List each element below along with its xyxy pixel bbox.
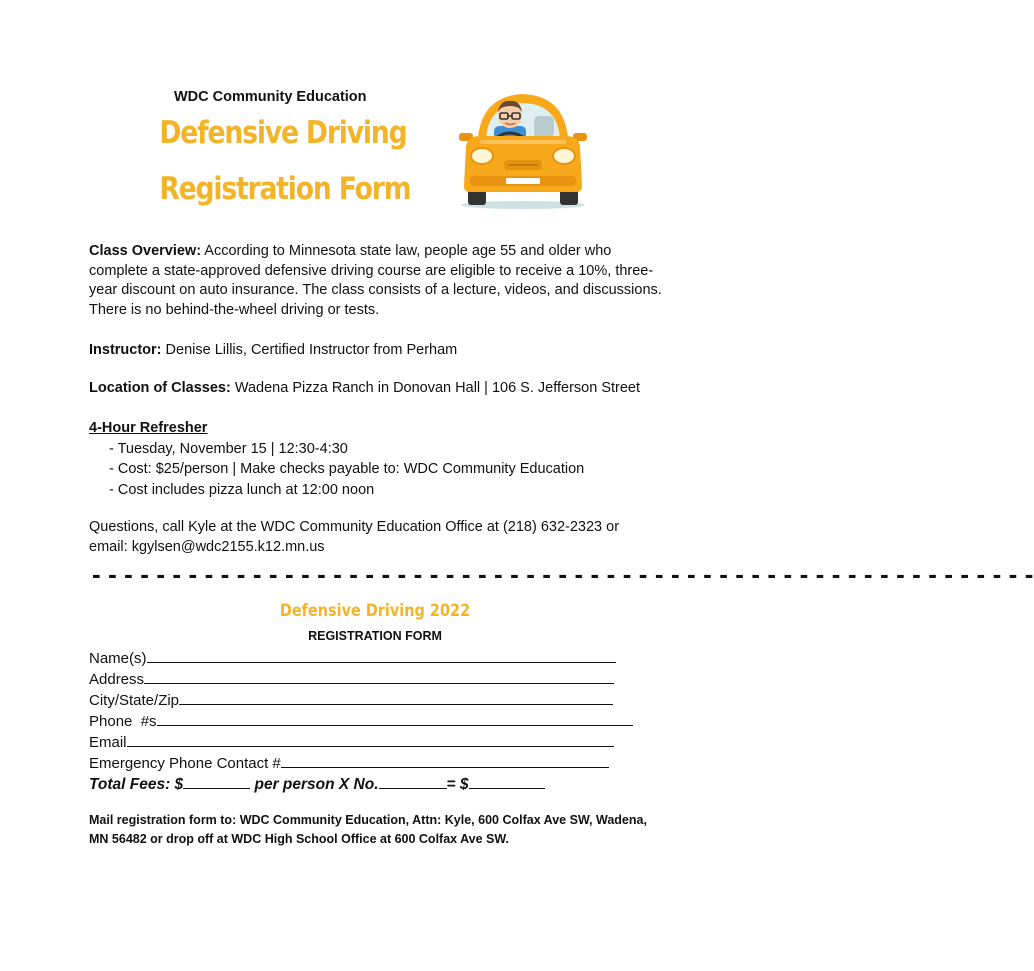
- location-label: Location of Classes:: [89, 380, 231, 396]
- email-label: Email: [89, 734, 127, 751]
- emergency-contact-blank[interactable]: [281, 753, 609, 768]
- refresher-item-cost: - Cost: $25/person | Make checks payable to: WDC Community Education: [109, 461, 585, 477]
- class-overview-text: According to Minnesota state law, people age 55 and older who complete a state-approved defensive driving course are eligible to receive a 10%, three-year discount on auto insurance. The class consists of a lecture, videos, and discussions. There is no behind-the-wheel driving or tests.: [89, 243, 662, 318]
- names-blank[interactable]: [147, 648, 616, 663]
- questions-line-2: email: kgylsen@wdc2155.k12.mn.us: [89, 538, 325, 555]
- city-state-zip-blank[interactable]: [179, 690, 613, 705]
- form-subtitle: REGISTRATION FORM: [308, 629, 442, 643]
- total-fees-line[interactable]: [89, 775, 545, 794]
- class-overview: [89, 242, 669, 320]
- address-field[interactable]: [89, 669, 614, 688]
- phone-field[interactable]: [89, 711, 633, 730]
- refresher-item-lunch: - Cost includes pizza lunch at 12:00 noon: [109, 481, 375, 498]
- emergency-contact-field[interactable]: [89, 753, 609, 772]
- class-overview-label: Class Overview:: [89, 243, 202, 259]
- phone-label: Phone #s: [89, 713, 157, 730]
- location-info: [89, 379, 640, 399]
- org-name: WDC Community Education: [174, 89, 367, 105]
- refresher-item-date: - Tuesday, November 15 | 12:30-4:30: [109, 440, 348, 457]
- city-state-zip-field[interactable]: [89, 690, 613, 709]
- fee-amount-blank[interactable]: [183, 775, 250, 789]
- instructor-text: Denise Lillis, Certified Instructor from Perham: [161, 342, 458, 358]
- total-amount-blank[interactable]: [469, 775, 545, 789]
- title-line-1: Defensive Driving: [159, 115, 407, 151]
- address-blank[interactable]: [144, 669, 614, 684]
- instructor-info: [89, 341, 457, 361]
- form-title: Defensive Driving 2022: [279, 601, 471, 621]
- title-line-2: Registration Form: [159, 171, 411, 207]
- city-state-zip-label: City/State/Zip: [89, 692, 180, 709]
- refresher-section: [89, 419, 584, 500]
- email-blank[interactable]: [127, 732, 614, 747]
- questions-line-1: Questions, call Kyle at the WDC Community Education Office at (218) 632-2323 or: [89, 519, 620, 535]
- equals-label: = $: [446, 776, 469, 793]
- per-person-label: per person X No.: [250, 776, 379, 793]
- number-of-people-blank[interactable]: [379, 775, 447, 789]
- cut-line-divider: - - - - - - - - - - - - - - - - - - - - - - - - - - - - - - - - - - - - - - - - - - - - - - - - - - - - - - - - - - -: [92, 559, 1034, 589]
- car-with-driver-icon: [456, 88, 590, 210]
- phone-blank[interactable]: [157, 711, 633, 726]
- total-fees-label: Total Fees: $: [89, 776, 184, 793]
- questions-info: [89, 518, 669, 557]
- names-label: Name(s): [89, 650, 147, 667]
- emergency-contact-label: Emergency Phone Contact #: [89, 755, 281, 772]
- address-label: Address: [89, 671, 145, 688]
- instructor-label: Instructor:: [89, 342, 162, 358]
- names-field[interactable]: [89, 648, 616, 667]
- email-field[interactable]: [89, 732, 614, 751]
- refresher-heading: 4-Hour Refresher: [89, 420, 208, 436]
- location-text: Wadena Pizza Ranch in Donovan Hall | 106 S. Jefferson Street: [230, 380, 640, 396]
- mail-instructions: Mail registration form to: WDC Community Education, Attn: Kyle, 600 Colfax Ave SW, Wadena, MN 56482 or drop off at WDC High School Office at 600 Colfax Ave SW.: [89, 813, 647, 846]
